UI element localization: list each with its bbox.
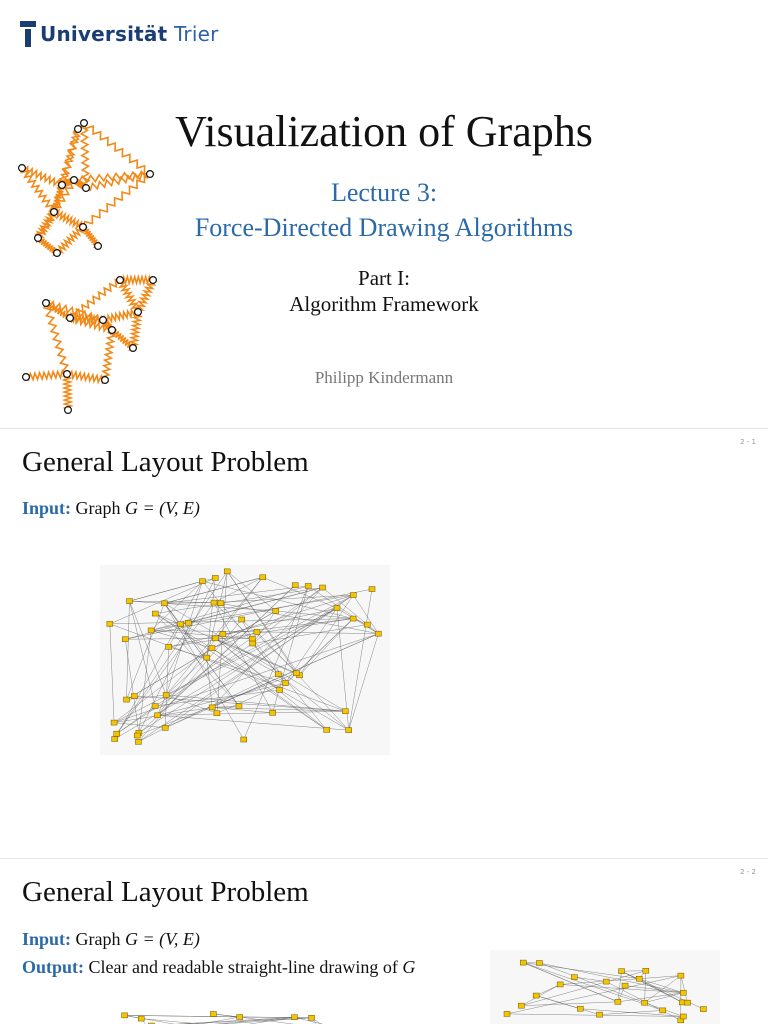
- graph-node: [199, 579, 205, 584]
- graph-node: [161, 601, 167, 606]
- messy-graph-drawing: [100, 565, 390, 765]
- graph-node: [350, 616, 356, 621]
- graph-node: [342, 709, 348, 714]
- graph-node: [350, 593, 356, 598]
- graph-node: [220, 632, 226, 637]
- graph-node: [155, 713, 161, 718]
- slide-title: Visualization of Graphs: [175, 107, 593, 156]
- graph-node: [152, 611, 158, 616]
- graph-node: [95, 243, 102, 250]
- layout-problem-slide-1: [0, 430, 768, 855]
- graph-node: [111, 720, 117, 725]
- graph-node: [680, 1014, 686, 1019]
- graph-node: [685, 1000, 691, 1005]
- graph-node: [293, 671, 299, 676]
- slide-divider: [0, 428, 768, 429]
- graph-node: [518, 1003, 524, 1008]
- graph-node: [260, 575, 266, 580]
- graph-node: [504, 1011, 510, 1016]
- graph-node: [209, 646, 215, 651]
- graph-node: [275, 672, 281, 677]
- graph-node: [100, 317, 107, 324]
- part-title: Algorithm Framework: [289, 292, 479, 316]
- graph-node: [577, 1006, 583, 1011]
- graph-node: [112, 736, 118, 741]
- graph-node: [239, 617, 245, 622]
- graph-node: [237, 1015, 243, 1020]
- output-text: Clear and readable straight-line drawing of: [88, 957, 398, 977]
- part-number: Part I:: [358, 266, 410, 290]
- graph-node: [147, 171, 154, 178]
- clean-graph-drawing-partial: [490, 950, 720, 1024]
- graph-node: [134, 733, 140, 738]
- graph-node: [218, 601, 224, 606]
- lecture-number: Lecture 3:: [330, 178, 438, 207]
- logo-name-bold: Universität: [40, 22, 168, 46]
- graph-node: [209, 705, 215, 710]
- graph-node: [277, 687, 283, 692]
- input-label: Input:: [22, 498, 72, 518]
- graph-node: [138, 1016, 144, 1021]
- slide-divider: [0, 858, 768, 859]
- graph-node: [680, 990, 686, 995]
- input-label: Input:: [22, 929, 72, 949]
- lecture-subtitle: Force-Directed Drawing Algorithms: [194, 213, 574, 242]
- graph-node: [520, 960, 526, 965]
- page-number: 2 - 1: [740, 438, 756, 446]
- output-label: Output:: [22, 957, 85, 977]
- input-line: [22, 929, 200, 950]
- graph-node: [210, 1011, 216, 1016]
- graph-node: [126, 599, 132, 604]
- graph-node: [270, 710, 276, 715]
- author-name: Philipp Kindermann: [314, 368, 454, 387]
- graph-node: [212, 636, 218, 641]
- graph-node: [700, 1007, 706, 1012]
- title-slide: [0, 0, 768, 425]
- graph-node: [603, 979, 609, 984]
- graph-node: [249, 636, 255, 641]
- graph-node: [211, 600, 217, 605]
- input-math: G = (V, E): [125, 498, 200, 518]
- graph-node: [324, 727, 330, 732]
- graph-node: [642, 1000, 648, 1005]
- graph-node: [185, 620, 191, 625]
- graph-node: [571, 975, 577, 980]
- graph-node: [241, 737, 247, 742]
- graph-node: [114, 731, 120, 736]
- graph-node: [636, 976, 642, 981]
- graph-node: [250, 641, 256, 646]
- slide-heading: General Layout Problem: [22, 876, 309, 908]
- graph-node: [375, 631, 381, 636]
- graph-node: [309, 1015, 315, 1020]
- graph-node: [320, 585, 326, 590]
- graph-node: [273, 608, 279, 613]
- graph-node: [615, 999, 621, 1004]
- graph-node: [254, 629, 260, 634]
- graph-node: [178, 622, 184, 627]
- graph-node: [364, 622, 370, 627]
- graph-node: [369, 587, 375, 592]
- graph-node: [643, 968, 649, 973]
- layout-problem-slide-2: [0, 860, 768, 1024]
- graph-node: [65, 407, 72, 414]
- graph-node: [19, 165, 26, 172]
- input-math: G = (V, E): [125, 929, 200, 949]
- messy-graph-drawing-partial: [100, 994, 400, 1024]
- graph-node: [619, 969, 625, 974]
- graph-node: [152, 704, 158, 709]
- graph-node: [162, 725, 168, 730]
- graph-node: [130, 345, 137, 352]
- input-text: Graph: [75, 929, 121, 949]
- graph-node: [678, 973, 684, 978]
- graph-node: [204, 655, 210, 660]
- graph-node: [533, 993, 539, 998]
- input-line: [22, 498, 200, 519]
- graph-node: [557, 982, 563, 987]
- output-math: G: [402, 957, 416, 977]
- graph-node: [122, 637, 128, 642]
- graph-node: [212, 575, 218, 580]
- graph-node: [214, 711, 220, 716]
- graph-node: [660, 1008, 666, 1013]
- graph-node: [224, 569, 230, 574]
- graph-node: [282, 681, 288, 686]
- slide-heading: General Layout Problem: [22, 446, 309, 478]
- graph-node: [597, 1012, 603, 1017]
- graph-node: [124, 697, 130, 702]
- graph-node: [109, 327, 116, 334]
- graph-edge: [312, 1018, 342, 1024]
- graph-node: [107, 621, 113, 626]
- graph-node: [622, 983, 628, 988]
- graph-node: [166, 644, 172, 649]
- graph-node: [346, 728, 352, 733]
- graph-node: [305, 583, 311, 588]
- graph-node: [135, 739, 141, 744]
- graph-node: [236, 704, 242, 709]
- input-text: Graph: [75, 498, 121, 518]
- page-number: 2 - 2: [740, 868, 756, 876]
- output-line: [22, 957, 415, 978]
- logo-name-light: Trier: [173, 22, 219, 46]
- graph-node: [536, 960, 542, 965]
- graph-node: [291, 1015, 297, 1020]
- graph-node: [122, 1013, 128, 1018]
- graph-node: [54, 250, 61, 257]
- graph-node: [163, 692, 169, 697]
- graph-node: [131, 694, 137, 699]
- graph-node: [292, 583, 298, 588]
- graph-node: [334, 606, 340, 611]
- graph-node: [148, 628, 154, 633]
